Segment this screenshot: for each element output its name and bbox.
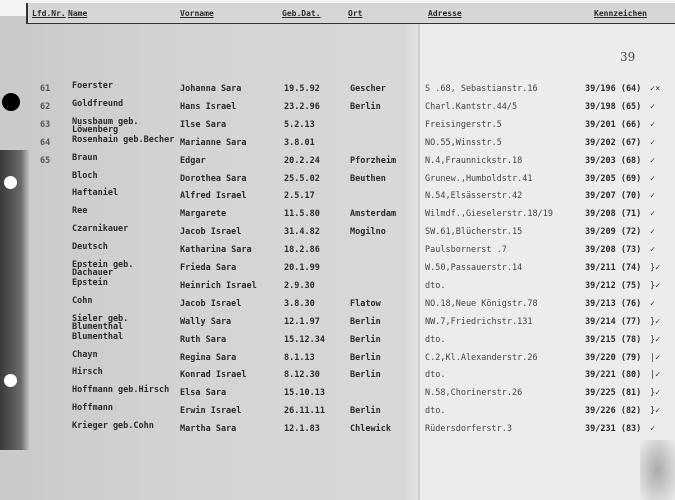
cell-name: Deutsch	[72, 242, 108, 253]
cell-adresse: W.50,Passauerstr.14	[425, 263, 523, 273]
cell-ort: Berlin	[350, 370, 381, 381]
cell-kz: 39/211 (74)	[585, 263, 642, 273]
cell-vorname: Wally Sara	[180, 316, 232, 327]
cell-kz: 39/203 (68)	[585, 155, 642, 166]
cell-ort: Beuthen	[350, 173, 386, 184]
cell-gebdat: 20.1.99	[284, 263, 320, 273]
cell-vorname: Heinrich Israel	[180, 280, 257, 291]
cell-kz: 39/212 (75)	[585, 280, 642, 291]
cell-ort: Berlin	[350, 334, 381, 345]
cell-kz: 39/221 (80)	[585, 370, 642, 381]
cell-vorname: Martha Sara	[180, 424, 237, 435]
cell-vorname: Johanna Sara	[180, 84, 242, 94]
checkmark-icon: ✓	[650, 209, 656, 220]
table-row	[0, 277, 675, 299]
cell-vorname: Hans Israel	[180, 101, 237, 112]
cell-name: Haftaniel	[72, 188, 119, 199]
cell-name: Cohn	[72, 295, 93, 306]
cell-name: Bloch	[72, 170, 98, 181]
cell-kz: 39/215 (78)	[585, 334, 642, 345]
cell-nr: 64	[40, 137, 51, 148]
cell-kz: 39/202 (67)	[585, 137, 642, 148]
cell-adresse: NO.55,Winsstr.5	[425, 137, 502, 148]
cell-kz: 39/214 (77)	[585, 316, 642, 327]
cell-gebdat: 19.5.92	[284, 84, 320, 94]
header-adresse: Adresse	[428, 9, 462, 18]
cell-adresse: N.58,Chorinerstr.26	[425, 388, 523, 399]
header-ort: Ort	[348, 9, 363, 18]
cell-ort: Berlin	[350, 316, 381, 327]
cell-nr: 62	[40, 101, 51, 112]
cell-vorname: Katharina Sara	[180, 245, 252, 256]
header-vorname: Vorname	[180, 9, 214, 18]
cell-nr: 63	[40, 119, 51, 130]
cell-kz: 39/201 (66)	[585, 119, 642, 130]
cell-adresse: S .68, Sebastianstr.16	[425, 84, 538, 94]
cell-vorname: Regina Sara	[180, 352, 237, 363]
cell-ort: Pforzheim	[350, 155, 397, 166]
cell-vorname: Edgar	[180, 155, 206, 166]
cell-kz: 39/205 (69)	[585, 173, 642, 184]
checkmark-icon: ✓	[650, 119, 656, 130]
checkmark-icon: }✓	[650, 280, 661, 291]
cell-adresse: Paulsbornerst .7	[425, 245, 507, 256]
checkmark-icon: }✓	[650, 263, 661, 273]
cell-adresse: NW.7,Friedrichstr.131	[425, 316, 533, 327]
cell-kz: 39/220 (79)	[585, 352, 642, 363]
cell-gebdat: 12.1.83	[284, 424, 320, 435]
checkmark-icon: ✓	[650, 101, 656, 112]
cell-vorname: Marianne Sara	[180, 137, 247, 148]
cell-name: Hirsch	[72, 367, 103, 378]
cell-vorname: Jacob Israel	[180, 298, 242, 309]
cell-name: Nussbaum geb. Löwenberg	[72, 116, 139, 135]
checkmark-icon: }✓	[650, 388, 661, 399]
cell-name: Hoffmann	[72, 403, 113, 414]
cell-adresse: SW.61,Blücherstr.15	[425, 227, 523, 238]
cell-name: Goldfreund	[72, 98, 124, 109]
cell-gebdat: 3.8.30	[284, 298, 315, 309]
cell-ort: Chlewick	[350, 424, 391, 435]
cell-adresse: N.54,Elsässerstr.42	[425, 191, 523, 202]
page-number: 39	[620, 50, 636, 64]
cell-gebdat: 2.5.17	[284, 191, 315, 202]
cell-nr: 61	[40, 84, 51, 94]
cell-adresse: Rüdersdorferstr.3	[425, 424, 512, 435]
cell-gebdat: 18.2.86	[284, 245, 320, 256]
cell-name: Krieger geb.Cohn	[72, 421, 154, 432]
cell-ort: Berlin	[350, 352, 381, 363]
cell-name: Sieler geb. Blumenthal	[72, 313, 129, 332]
checkmark-icon: }✓	[650, 406, 661, 417]
cell-vorname: Ruth Sara	[180, 334, 227, 345]
cell-ort: Flatow	[350, 298, 381, 309]
cell-name: Hoffmann geb.Hirsch	[72, 385, 170, 396]
cell-ort: Amsterdam	[350, 209, 397, 220]
table-row	[0, 152, 675, 174]
cell-ort: Gescher	[350, 84, 386, 94]
cell-kz: 39/209 (72)	[585, 227, 642, 238]
header-gebdat: Geb.Dat.	[282, 9, 321, 18]
checkmark-icon: ✓×	[650, 84, 661, 94]
cell-vorname: Ilse Sara	[180, 119, 227, 130]
cell-gebdat: 3.8.01	[284, 137, 315, 148]
cell-kz: 39/225 (81)	[585, 388, 642, 399]
cell-gebdat: 15.10.13	[284, 388, 325, 399]
cell-vorname: Konrad Israel	[180, 370, 247, 381]
cell-gebdat: 26.11.11	[284, 406, 325, 417]
cell-gebdat: 8.1.13	[284, 352, 315, 363]
cell-gebdat: 31.4.82	[284, 227, 320, 238]
cell-vorname: Frieda Sara	[180, 263, 237, 273]
checkmark-icon: ✓	[650, 424, 656, 435]
checkmark-icon: ✓	[650, 227, 656, 238]
cell-vorname: Jacob Israel	[180, 227, 242, 238]
cell-name: Ree	[72, 206, 88, 217]
checkmark-icon: ✓	[650, 173, 656, 184]
checkmark-icon: |✓	[650, 370, 661, 381]
cell-gebdat: 8.12.30	[284, 370, 320, 381]
cell-vorname: Alfred Israel	[180, 191, 247, 202]
cell-adresse: dto.	[425, 280, 446, 291]
cell-ort: Berlin	[350, 406, 381, 417]
cell-name: Czarnikauer	[72, 224, 129, 235]
cell-name: Epstein	[72, 277, 108, 288]
cell-adresse: dto.	[425, 334, 446, 345]
header-kennzeichen: Kennzeichen	[594, 9, 647, 18]
cell-nr: 65	[40, 155, 51, 166]
checkmark-icon: ✓	[650, 137, 656, 148]
cell-gebdat: 20.2.24	[284, 155, 320, 166]
cell-kz: 39/231 (83)	[585, 424, 642, 435]
cell-gebdat: 25.5.02	[284, 173, 320, 184]
cell-kz: 39/226 (82)	[585, 406, 642, 417]
cell-kz: 39/213 (76)	[585, 298, 642, 309]
cell-gebdat: 5.2.13	[284, 119, 315, 130]
cell-kz: 39/198 (65)	[585, 101, 642, 112]
cell-ort: Berlin	[350, 101, 381, 112]
cell-adresse: NO.18,Neue Königstr.78	[425, 298, 538, 309]
paper-stain	[640, 440, 675, 500]
table-row	[0, 331, 675, 353]
cell-adresse: Wilmdf.,Gieselerstr.18/19	[425, 209, 553, 220]
cell-adresse: Charl.Kantstr.44/5	[425, 101, 518, 112]
checkmark-icon: ✓	[650, 191, 656, 202]
cell-kz: 39/207 (70)	[585, 191, 642, 202]
cell-name: Braun	[72, 152, 98, 163]
cell-adresse: dto.	[425, 406, 446, 417]
checkmark-icon: |✓	[650, 352, 661, 363]
cell-vorname: Elsa Sara	[180, 388, 227, 399]
cell-adresse: Grunew.,Humboldstr.41	[425, 173, 533, 184]
cell-kz: 39/208 (71)	[585, 209, 642, 220]
cell-ort: Mogilno	[350, 227, 386, 238]
cell-vorname: Dorothea Sara	[180, 173, 247, 184]
checkmark-icon: ✓	[650, 155, 656, 166]
header-nr: Lfd.Nr.	[32, 9, 66, 18]
cell-adresse: dto.	[425, 370, 446, 381]
cell-adresse: Freisingerstr.5	[425, 119, 502, 130]
cell-name: Chayn	[72, 349, 98, 360]
cell-gebdat: 23.2.96	[284, 101, 320, 112]
table-header	[26, 3, 675, 24]
cell-vorname: Margarete	[180, 209, 227, 220]
cell-name: Foerster	[72, 81, 113, 91]
table-row	[0, 134, 675, 156]
cell-gebdat: 12.1.97	[284, 316, 320, 327]
cell-gebdat: 2.9.30	[284, 280, 315, 291]
cell-adresse: C.2,Kl.Alexanderstr.26	[425, 352, 538, 363]
cell-name: Rosenhain geb.Becher	[72, 134, 175, 145]
cell-kz: 39/196 (64)	[585, 84, 642, 94]
cell-gebdat: 15.12.34	[284, 334, 325, 345]
table-row	[0, 188, 675, 209]
cell-name: Epstein geb. Dachauer	[72, 260, 134, 278]
cell-adresse: N.4,Fraunnickstr.18	[425, 155, 523, 166]
checkmark-icon: }✓	[650, 334, 661, 345]
checkmark-icon: }✓	[650, 316, 661, 327]
cell-vorname: Erwin Israel	[180, 406, 242, 417]
checkmark-icon: ✓	[650, 298, 656, 309]
cell-name: Blumenthal	[72, 331, 124, 342]
cell-kz: 39/208 (73)	[585, 245, 642, 256]
header-name: Name	[68, 9, 88, 18]
cell-gebdat: 11.5.80	[284, 209, 320, 220]
table-row	[0, 421, 675, 442]
checkmark-icon: ✓	[650, 245, 656, 256]
